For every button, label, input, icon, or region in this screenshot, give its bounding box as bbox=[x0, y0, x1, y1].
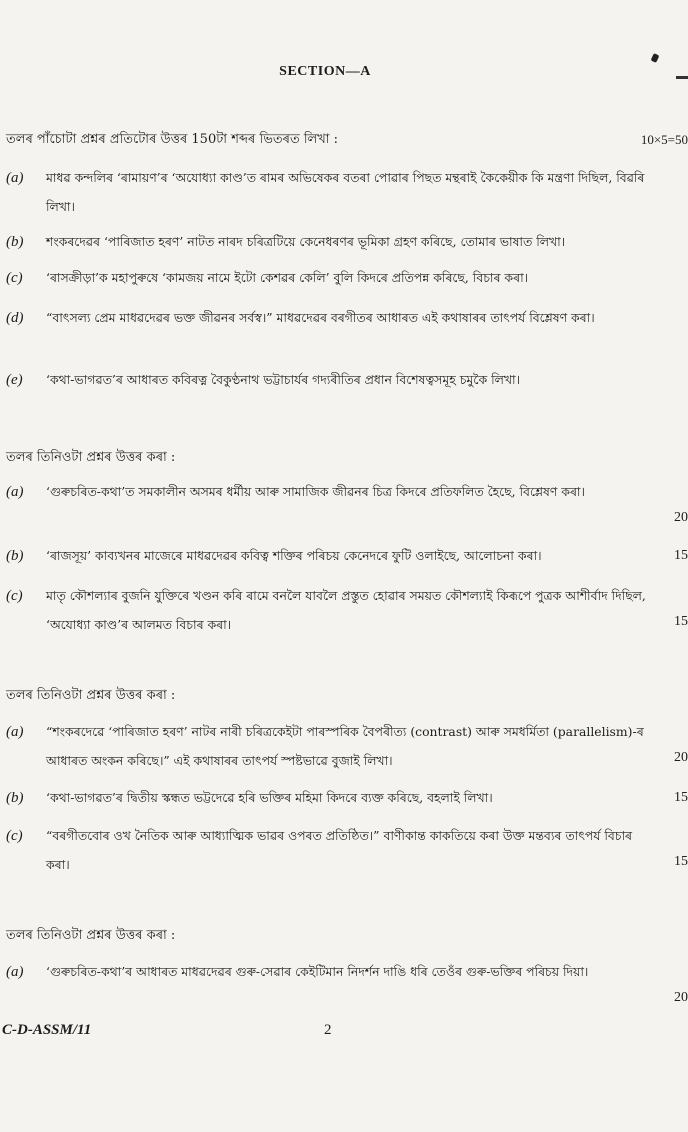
question-marks: 15 bbox=[674, 614, 688, 629]
q3-instruction: তলৰ তিনিওটা প্ৰশ্নৰ উত্তৰ কৰা : bbox=[6, 688, 176, 703]
page-number: 2 bbox=[324, 1022, 332, 1038]
question-text: ‘গুৰুচৰিত-কথা’ৰ আধাৰত মাধৱদেৱৰ গুৰু-সেৱাৰ কেইটিমান নিদৰ্শন দাঙি ধৰি তেওঁৰ গুৰু-ভক্তিৰ পৰিচয় দিয়া। bbox=[46, 964, 589, 979]
question-label: (c) bbox=[6, 828, 23, 844]
question-marks: 20 bbox=[674, 990, 688, 1005]
question-label: (a) bbox=[6, 724, 24, 740]
question-label: (b) bbox=[6, 234, 24, 250]
question-label: (a) bbox=[6, 170, 24, 186]
question-marks: 20 bbox=[674, 510, 688, 525]
q1-marks: 10×5=50 bbox=[640, 132, 688, 147]
question-text: মাতৃ কৌশল্যাৰ বুজনি যুক্তিৰে খণ্ডন কৰি ৰামে বনলৈ যাবলৈ প্ৰস্তুত হোৱাৰ সময়ত কৌশল্যাই কিৰূপে পুত্ৰক আশীৰ্বাদ দিছিল, ‘অযোধ্যা কাণ্ড’ৰ আলমত বিচাৰ কৰা। bbox=[46, 588, 646, 632]
question-text: “বাৎসল্য প্ৰেম মাধৱদেৱৰ ভক্ত জীৱনৰ সৰ্বস্ব।” মাধৱদেৱৰ বৰগীতৰ আধাৰত এই কথাষাৰৰ তাৎপৰ্য বিশ্লেষণ কৰা। bbox=[46, 310, 595, 325]
paper-code: C-D-ASSM/11 bbox=[2, 1022, 92, 1038]
question-marks: 20 bbox=[674, 750, 688, 765]
question-text: ‘কথা-ভাগৱত’ৰ আধাৰত কবিৰত্ন বৈকুণ্ঠনাথ ভট্টাচাৰ্যৰ গদ্যৰীতিৰ প্ৰধান বিশেষত্বসমূহ চমুকৈ লিখা। bbox=[46, 372, 521, 387]
question-text: মাধৱ কন্দলিৰ ‘ৰামায়ণ’ৰ ‘অযোধ্যা কাণ্ড’ত ৰামৰ অভিষেকৰ বতৰা পোৱাৰ পিছত মন্থৰাই কৈকেয়ীক কি মন্ত্ৰণা দিছিল, বিৱৰি লিখা। bbox=[46, 170, 645, 214]
question-text: “শংকৰদেৱে ‘পাৰিজাত হৰণ’ নাটৰ নাৰী চৰিত্ৰকেইটা পাৰস্পৰিক বৈপৰীত্য (contrast) আৰু সমধৰ্মিতা (parallelism)-ৰ আধাৰত অংকন কৰিছে।” এই কথাষাৰৰ তাৎপৰ্য স্পষ্টভাৱে বুজাই লিখা। bbox=[46, 724, 644, 768]
scan-mark bbox=[651, 53, 660, 63]
question-label: (e) bbox=[6, 372, 23, 388]
q1-instruction: তলৰ পাঁচোটা প্ৰশ্নৰ প্ৰতিটোৰ উত্তৰ 150টা শব্দৰ ভিতৰত লিখা : bbox=[6, 132, 339, 147]
question-label: (c) bbox=[6, 588, 23, 604]
question-label: (a) bbox=[6, 964, 24, 980]
question-text: ‘ৰাসক্ৰীড়া’ক মহাপুৰুষে ‘কামজয় নামে ইটো কেশৱৰ কেলি’ বুলি কিদৰে প্ৰতিপন্ন কৰিছে, বিচাৰ কৰা। bbox=[46, 270, 529, 285]
q4-instruction: তলৰ তিনিওটা প্ৰশ্নৰ উত্তৰ কৰা : bbox=[6, 928, 176, 943]
question-marks: 15 bbox=[674, 548, 688, 563]
question-text: ‘কথা-ভাগৱত’ৰ দ্বিতীয় স্কন্ধত ভট্টদেৱে হৰি ভক্তিৰ মহিমা কিদৰে ব্যক্ত কৰিছে, বহলাই লিখা। bbox=[46, 790, 493, 805]
q2-instruction: তলৰ তিনিওটা প্ৰশ্নৰ উত্তৰ কৰা : bbox=[6, 450, 176, 465]
question-label: (a) bbox=[6, 484, 24, 500]
question-marks: 15 bbox=[674, 854, 688, 869]
question-marks: 15 bbox=[674, 790, 688, 805]
question-label: (b) bbox=[6, 548, 24, 564]
question-text: “বৰগীতবোৰ ওখ নৈতিক আৰু আধ্যাত্মিক ভাৱৰ ওপৰত প্ৰতিষ্ঠিত।” বাণীকান্ত কাকতিয়ে কৰা উক্ত মন্তব্যৰ তাৎপৰ্য বিচাৰ কৰা। bbox=[46, 828, 633, 872]
question-text: ‘ৰাজসূয়’ কাব্যখনৰ মাজেৰে মাধৱদেৱৰ কবিত্ব শক্তিৰ পৰিচয় কেনেদৰে ফুটি ওলাইছে, আলোচনা কৰা। bbox=[46, 548, 542, 563]
section-title: SECTION—A bbox=[279, 64, 371, 79]
scan-mark bbox=[676, 76, 688, 79]
question-text: শংকৰদেৱৰ ‘পাৰিজাত হৰণ’ নাটত নাৰদ চৰিত্ৰটিয়ে কেনেধৰণৰ ভূমিকা গ্ৰহণ কৰিছে, তোমাৰ ভাষাত লিখা। bbox=[46, 234, 566, 249]
question-text: ‘গুৰুচৰিত-কথা’ত সমকালীন অসমৰ ধৰ্মীয় আৰু সামাজিক জীৱনৰ চিত্ৰ কিদৰে প্ৰতিফলিত হৈছে, বিশ্লেষণ কৰা। bbox=[46, 484, 585, 499]
question-label: (d) bbox=[6, 310, 24, 326]
question-label: (b) bbox=[6, 790, 24, 806]
question-label: (c) bbox=[6, 270, 23, 286]
